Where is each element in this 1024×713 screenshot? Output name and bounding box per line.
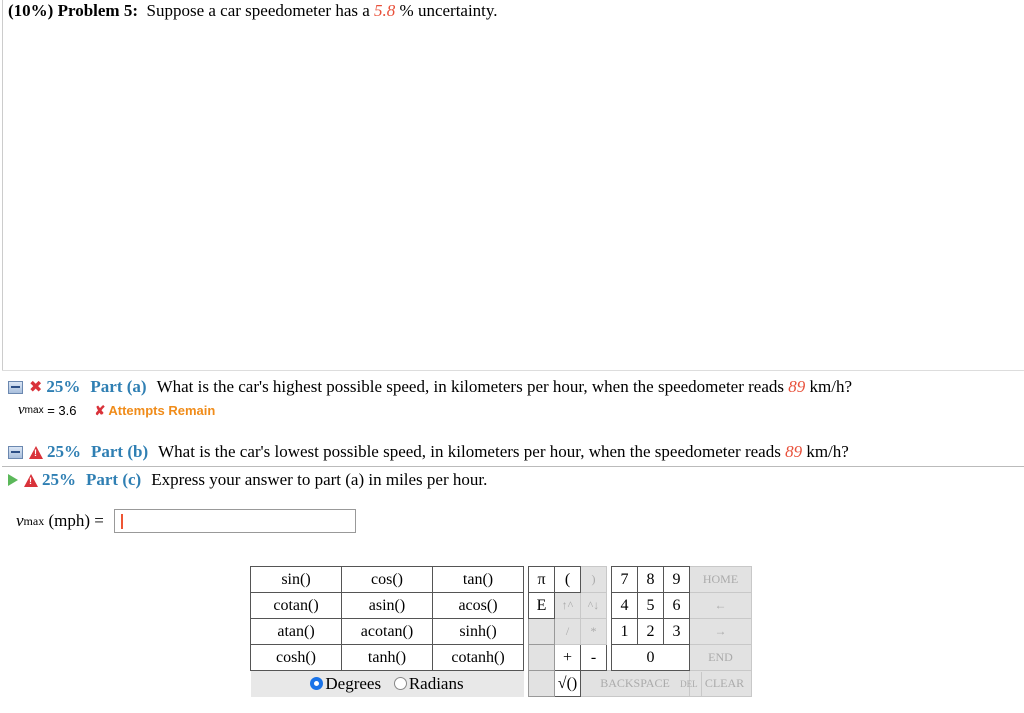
problem-frame (2, 0, 1023, 370)
key-left-arrow[interactable]: ← (690, 593, 752, 619)
key-sqrt[interactable]: √() (555, 671, 581, 697)
key-E[interactable]: E (529, 593, 555, 619)
key-close-paren[interactable]: ) (581, 567, 607, 593)
key-atan[interactable]: atan() (251, 619, 342, 645)
part-c-text: Express your answer to part (a) in miles per hour. (151, 470, 488, 489)
part-a-pct: 25% (46, 377, 81, 396)
key-down-arrow[interactable]: ^↓ (581, 593, 607, 619)
attempts-remain (94, 403, 215, 419)
part-c-row (8, 470, 487, 490)
answer-eq: = 3.6 (43, 403, 77, 418)
x-icon: ✘ (94, 402, 106, 418)
key-cotanh[interactable]: cotanh() (433, 645, 524, 671)
answer-input[interactable] (114, 509, 356, 533)
key-divide[interactable]: / (555, 619, 581, 645)
calculator-keypad (250, 566, 752, 697)
answer-sub: max (23, 513, 45, 528)
radians-label: Radians (408, 673, 464, 693)
key-end[interactable]: END (690, 645, 752, 671)
key-acos[interactable]: acos() (433, 593, 524, 619)
key-plus[interactable]: + (555, 645, 581, 671)
part-b-text: What is the car's lowest possible speed, in kilometers per hour, when the speedometer reads (158, 442, 781, 461)
key-3[interactable]: 3 (664, 619, 690, 645)
problem-text: Suppose a car speedometer has a (146, 1, 370, 20)
degrees-radio[interactable] (310, 677, 323, 690)
part-b-label: Part (b) (91, 442, 149, 461)
answer-unit: (mph) = (44, 511, 109, 530)
part-b-value: 89 (785, 442, 803, 461)
part-c-label: Part (c) (86, 470, 142, 489)
warning-icon (24, 474, 38, 487)
part-a-text: What is the car's highest possible speed, in kilometers per hour, when the speedometer reads (156, 377, 785, 396)
key-home[interactable]: HOME (690, 567, 752, 593)
part-a-answer (18, 402, 215, 419)
play-icon[interactable] (8, 474, 18, 486)
text-caret (121, 514, 123, 529)
key-blank (529, 619, 555, 645)
answer-sub: max (24, 405, 44, 416)
key-up-arrow[interactable]: ↑^ (555, 593, 581, 619)
key-8[interactable]: 8 (638, 567, 664, 593)
part-a-unit: km/h? (809, 377, 853, 396)
key-blank (529, 645, 555, 671)
collapse-icon[interactable] (8, 381, 23, 394)
warning-icon (29, 446, 43, 459)
key-tanh[interactable]: tanh() (342, 645, 433, 671)
part-a-row (8, 377, 852, 397)
problem-statement (8, 0, 498, 22)
key-1[interactable]: 1 (612, 619, 638, 645)
key-0[interactable]: 0 (612, 645, 690, 671)
answer-var: v (18, 402, 25, 418)
key-cos[interactable]: cos() (342, 567, 433, 593)
key-sin[interactable]: sin() (251, 567, 342, 593)
problem-text-after: % uncertainty. (399, 1, 498, 20)
key-multiply[interactable]: * (581, 619, 607, 645)
key-9[interactable]: 9 (664, 567, 690, 593)
answer-var: v (16, 511, 24, 530)
collapse-icon[interactable] (8, 446, 23, 459)
key-cosh[interactable]: cosh() (251, 645, 342, 671)
answer-row (16, 509, 356, 533)
attempts-label: Attempts Remain (108, 402, 216, 418)
radians-radio[interactable] (394, 677, 407, 690)
key-sinh[interactable]: sinh() (433, 619, 524, 645)
key-clear (680, 671, 752, 697)
key-blank (529, 671, 555, 697)
part-b-pct: 25% (47, 442, 81, 461)
uncertainty-value: 5.8 (374, 1, 396, 20)
divider (2, 466, 1024, 467)
key-right-arrow[interactable]: → (690, 619, 752, 645)
key-pi[interactable]: π (529, 567, 555, 593)
key-5[interactable]: 5 (638, 593, 664, 619)
part-a-label: Part (a) (90, 377, 147, 396)
key-clear-label[interactable]: CLEAR (704, 675, 745, 690)
degrees-label: Degrees (325, 673, 382, 693)
key-del[interactable]: DEL (677, 672, 702, 696)
key-cotan[interactable]: cotan() (251, 593, 342, 619)
part-c-pct: 25% (42, 470, 76, 489)
problem-label: Problem 5: (57, 1, 138, 20)
incorrect-icon: ✖ (29, 379, 43, 396)
key-2[interactable]: 2 (638, 619, 664, 645)
key-tan[interactable]: tan() (433, 567, 524, 593)
part-b-row (8, 442, 849, 462)
key-backspace[interactable]: BACKSPACE (581, 671, 690, 697)
divider (2, 370, 1024, 371)
problem-weight: (10%) (8, 1, 54, 20)
key-minus[interactable]: - (581, 645, 607, 671)
key-acotan[interactable]: acotan() (342, 619, 433, 645)
key-6[interactable]: 6 (664, 593, 690, 619)
key-asin[interactable]: asin() (342, 593, 433, 619)
key-open-paren[interactable]: ( (555, 567, 581, 593)
part-a-value: 89 (788, 377, 806, 396)
key-7[interactable]: 7 (612, 567, 638, 593)
key-4[interactable]: 4 (612, 593, 638, 619)
part-b-unit: km/h? (806, 442, 849, 461)
angle-mode (251, 671, 524, 697)
